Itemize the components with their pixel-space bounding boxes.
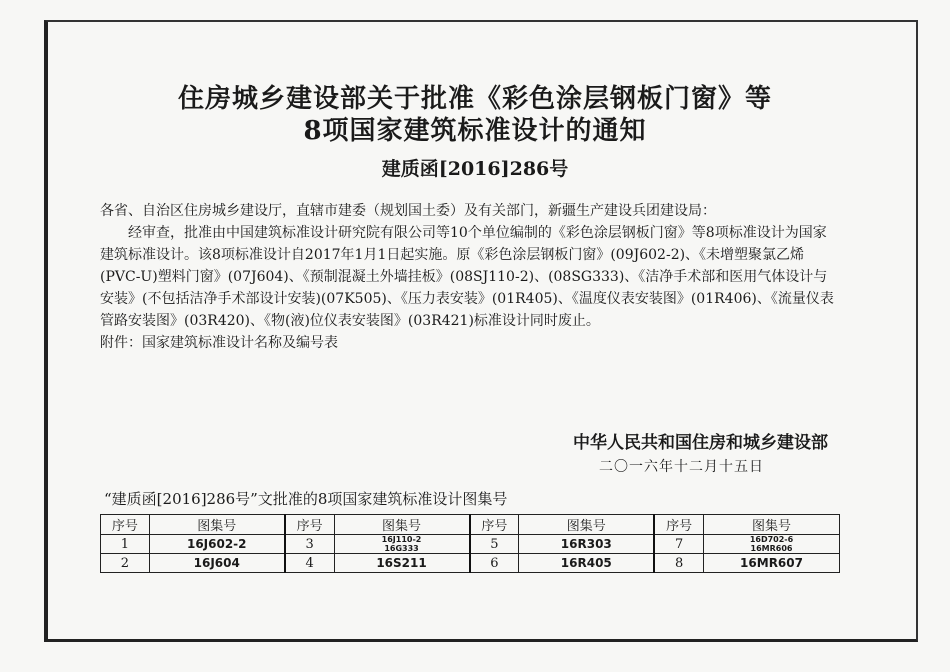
header-code: 图集号 xyxy=(334,515,470,535)
cell-code: 16MR607 xyxy=(704,554,840,573)
cell-code-b: 16G333 xyxy=(384,544,419,553)
cell-seq: 7 xyxy=(654,535,703,554)
header-seq: 序号 xyxy=(654,515,703,535)
header-code: 图集号 xyxy=(149,515,285,535)
cell-code-double xyxy=(704,535,840,554)
cell-code: 16J604 xyxy=(149,554,285,573)
standards-table xyxy=(100,514,840,573)
signatory: 中华人民共和国住房和城乡建设部 xyxy=(573,433,828,453)
table-caption: “建质函[2016]286号”文批准的8项国家建筑标准设计图集号 xyxy=(104,490,508,508)
salutation: 各省、自治区住房城乡建设厅，直辖市建委（规划国土委）及有关部门，新疆生产建设兵团建设局： xyxy=(100,203,716,219)
document-number: 建质函[2016]286号 xyxy=(381,158,569,180)
cell-seq: 2 xyxy=(101,554,150,573)
main-paragraph: 经审查，批准由中国建筑标准设计研究院有限公司等10个单位编制的《彩色涂层钢板门窗》等8项标准设计为国家建筑标准设计。该8项标准设计自2017年1月1日起实施。原《彩色涂层钢板门窗》(09J602-2)、《未增塑聚氯乙烯(PVC-U)塑料门窗》(07J604)、《预制混凝土外墙挂板》(08SJ110-2)、(08SG333)、《洁净手术部和医用气体设计与安装》(不包括洁净手术部设计安装)(07K505)、《压力表安装》(01R405)、《温度仪表安装图》(01R406)、《流量仪表管路安装图》(03R420)、《物(液)位仪表安装图》(03R421)标准设计同时废止。 xyxy=(100,225,834,329)
cell-seq: 6 xyxy=(470,554,519,573)
header-seq: 序号 xyxy=(285,515,334,535)
cell-code: 16S211 xyxy=(334,554,470,573)
cell-code-a: 16D702-6 xyxy=(749,535,794,544)
document-title-line1: 住房城乡建设部关于批准《彩色涂层钢板门窗》等 xyxy=(177,84,772,114)
table-header-row xyxy=(101,515,840,535)
cell-code-b: 16MR606 xyxy=(750,544,793,553)
header-code: 图集号 xyxy=(704,515,840,535)
cell-code: 16R405 xyxy=(519,554,655,573)
cell-seq: 4 xyxy=(285,554,334,573)
header-seq: 序号 xyxy=(470,515,519,535)
header-seq: 序号 xyxy=(101,515,150,535)
cell-seq: 1 xyxy=(101,535,150,554)
document-title-line2: 8项国家建筑标准设计的通知 xyxy=(303,116,647,146)
document-body xyxy=(100,200,840,354)
cell-seq: 3 xyxy=(285,535,334,554)
attachment-note: 附件：国家建筑标准设计名称及编号表 xyxy=(100,335,338,351)
cell-code-a: 16J110-2 xyxy=(381,535,422,544)
cell-code-double xyxy=(334,535,470,554)
issue-date: 二〇一六年十二月十五日 xyxy=(599,459,764,475)
table-row xyxy=(101,554,840,573)
cell-seq: 5 xyxy=(470,535,519,554)
cell-code: 16R303 xyxy=(519,535,655,554)
cell-seq: 8 xyxy=(654,554,703,573)
header-code: 图集号 xyxy=(519,515,655,535)
table-row xyxy=(101,535,840,554)
cell-code: 16J602-2 xyxy=(149,535,285,554)
